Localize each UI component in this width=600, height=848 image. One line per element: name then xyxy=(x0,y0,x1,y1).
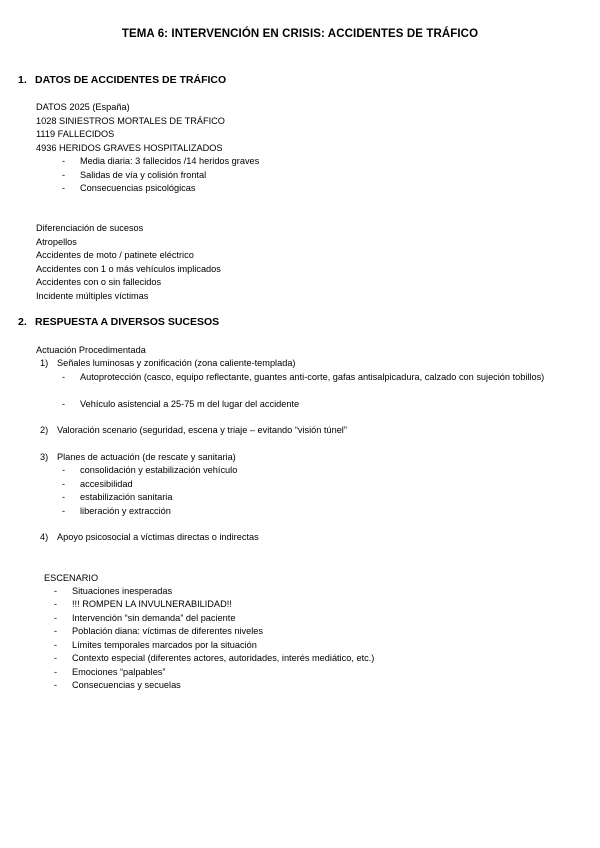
diferenciacion-item: Atropellos xyxy=(36,237,77,247)
bullet-dash: - xyxy=(54,667,58,677)
bullet-dash: - xyxy=(54,626,58,636)
section-1-heading xyxy=(18,74,226,86)
bullet-dash: - xyxy=(62,170,66,180)
list-item-text: Vehículo asistencial a 25-75 m del lugar del accidente xyxy=(80,399,300,409)
bullet-dash: - xyxy=(62,183,66,193)
page-title: TEMA 6: INTERVENCIÓN EN CRISIS: ACCIDENTES DE TRÁFICO xyxy=(121,28,479,40)
list-item-text: Consecuencias psicológicas xyxy=(80,183,196,193)
list-item-text: Media diaria: 3 fallecidos /14 heridos graves xyxy=(80,156,260,166)
list-item-text: consolidación y estabilización vehículo xyxy=(80,465,238,475)
list-item-text: Límites temporales marcados por la situación xyxy=(72,640,257,650)
bullet-dash: - xyxy=(62,506,66,516)
actuacion-title: Actuación Procedimentada xyxy=(36,345,146,355)
list-item-text: Contexto especial (diferentes actores, autoridades, interés mediático, etc.) xyxy=(72,653,375,663)
item-number: 2) xyxy=(40,425,49,435)
item-text: Planes de actuación (de rescate y sanitaria) xyxy=(57,452,236,462)
diferenciacion-item: Accidentes con o sin fallecidos xyxy=(36,277,162,287)
data-line: DATOS 2025 (España) xyxy=(36,102,130,112)
diferenciacion-title: Diferenciación de sucesos xyxy=(36,223,144,233)
item-number: 1) xyxy=(40,358,49,368)
bullet-dash: - xyxy=(62,492,66,502)
bullet-dash: - xyxy=(54,613,58,623)
diferenciacion-item: Incidente múltiples víctimas xyxy=(36,291,149,301)
data-line: 1028 SINIESTROS MORTALES DE TRÁFICO xyxy=(36,116,225,126)
list-item-text: Situaciones inesperadas xyxy=(72,586,173,596)
bullet-dash: - xyxy=(54,640,58,650)
list-item-text: Emociones “palpables” xyxy=(72,667,166,677)
section-2-heading xyxy=(18,316,219,328)
bullet-dash: - xyxy=(62,399,66,409)
item-number: 3) xyxy=(40,452,49,462)
section-2-title: RESPUESTA A DIVERSOS SUCESOS xyxy=(35,316,220,328)
list-item-text: Consecuencias y secuelas xyxy=(72,680,181,690)
bullet-dash: - xyxy=(54,599,58,609)
data-line: 1119 FALLECIDOS xyxy=(36,129,115,139)
bullet-dash: - xyxy=(62,156,66,166)
list-item-text: accesibilidad xyxy=(80,479,133,489)
item-number: 4) xyxy=(40,532,49,542)
data-line: 4936 HERIDOS GRAVES HOSPITALIZADOS xyxy=(36,143,223,153)
list-item-text: Salidas de vía y colisión frontal xyxy=(80,170,207,180)
section-2-number: 2. xyxy=(18,316,27,328)
list-item-text: estabilización sanitaria xyxy=(80,492,173,502)
diferenciacion-item: Accidentes de moto / patinete eléctrico xyxy=(36,250,194,260)
bullet-dash: - xyxy=(54,586,58,596)
bullet-dash: - xyxy=(62,465,66,475)
list-item-text: !!! ROMPEN LA INVULNERABILIDAD!! xyxy=(72,599,232,609)
bullet-dash: - xyxy=(54,680,58,690)
section-1-title: DATOS DE ACCIDENTES DE TRÁFICO xyxy=(35,74,227,86)
item-text: Señales luminosas y zonificación (zona caliente-templada) xyxy=(57,358,296,368)
list-item-text: Autoprotección (casco, equipo reflectante, guantes anti-corte, gafas antisalpicadura, calzado con sujeción tobillos) xyxy=(80,372,545,382)
item-text: Valoración scenario (seguridad, escena y triaje – evitando “visión túnel” xyxy=(57,425,347,435)
list-item-text: liberación y extracción xyxy=(80,506,171,516)
bullet-dash: - xyxy=(54,653,58,663)
diferenciacion-item: Accidentes con 1 o más vehículos implicados xyxy=(36,264,221,274)
section-1-number: 1. xyxy=(18,74,27,86)
list-item-text: Población diana: víctimas de diferentes niveles xyxy=(72,626,264,636)
list-item-text: Intervención “sin demanda” del paciente xyxy=(72,613,236,623)
escenario-title: ESCENARIO xyxy=(44,573,99,583)
bullet-dash: - xyxy=(62,372,66,382)
item-text: Apoyo psicosocial a víctimas directas o indirectas xyxy=(57,532,259,542)
bullet-dash: - xyxy=(62,479,66,489)
